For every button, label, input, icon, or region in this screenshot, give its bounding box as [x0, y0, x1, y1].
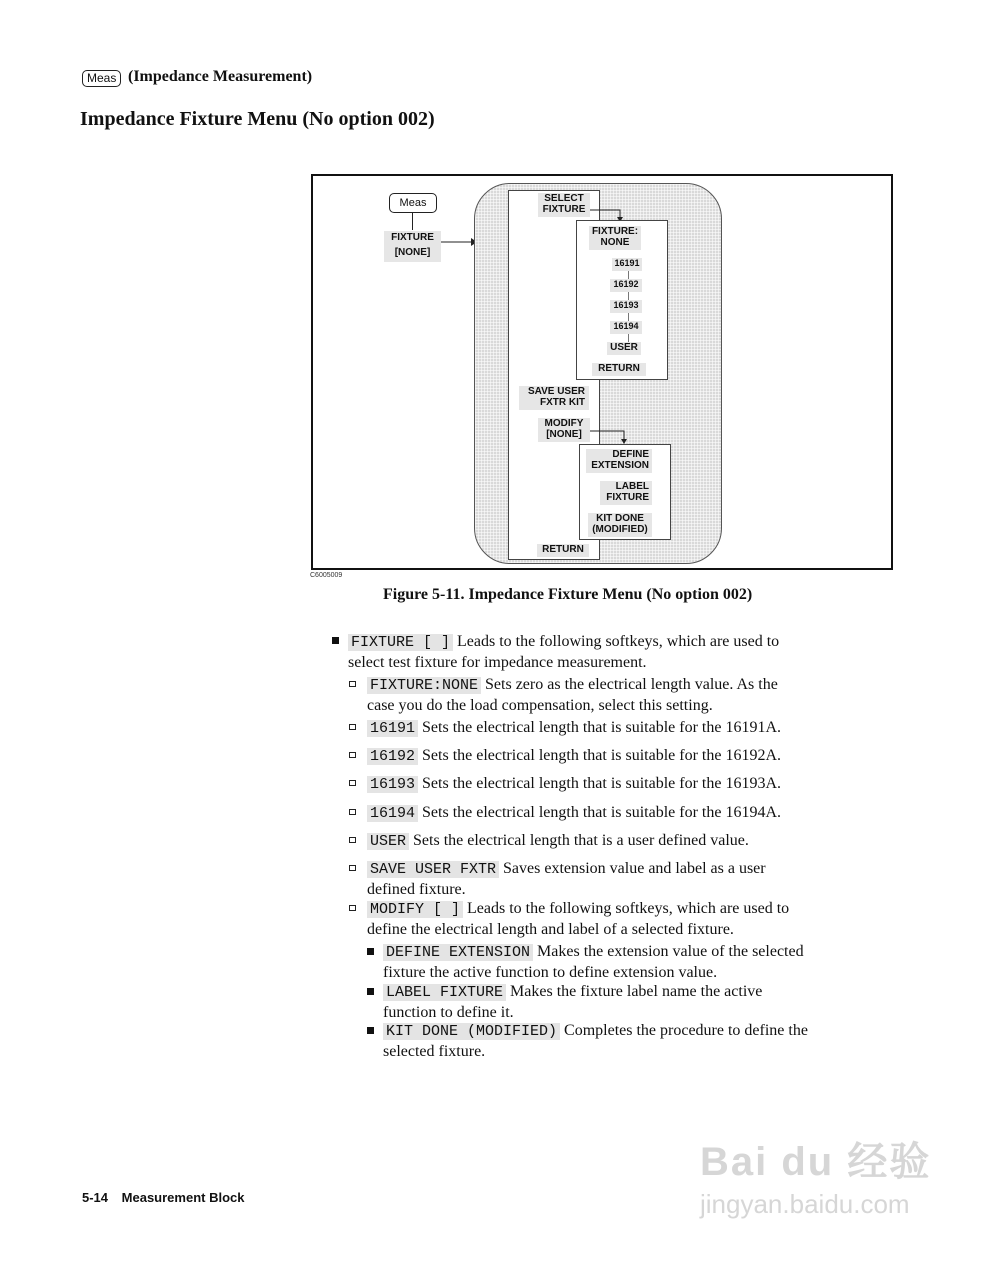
softkey-fixture: FIXTURE [ ] — [348, 634, 453, 651]
footer-section: Measurement Block — [121, 1190, 245, 1205]
diagram-fixture-key — [384, 231, 441, 262]
page-number: 5-14 — [82, 1190, 109, 1205]
text-16192: Sets the electrical length that is suitable for the 16192A. — [422, 747, 782, 764]
text-modify-l1: Leads to the following softkeys, which are used to — [467, 900, 790, 917]
key-16192: 16192 — [610, 279, 642, 292]
softkey-16191: 16191 — [367, 720, 418, 737]
fixture-none-key — [589, 226, 641, 250]
select-l1: SELECT — [544, 193, 584, 204]
open-bullet-icon — [349, 837, 356, 843]
key-16194: 16194 — [610, 321, 642, 334]
label-l2: FIXTURE — [606, 492, 649, 503]
softkey-modify: MODIFY [ ] — [367, 901, 463, 918]
section-heading: (Impedance Measurement) — [128, 68, 313, 85]
open-bullet-icon — [349, 905, 356, 911]
define-l1: DEFINE — [612, 449, 649, 460]
filled-bullet-icon — [367, 948, 374, 955]
open-bullet-icon — [349, 809, 356, 815]
page-title: Impedance Fixture Menu (No option 002) — [80, 108, 435, 130]
text-none-l1: Sets zero as the electrical length value. As the — [485, 676, 778, 693]
kit-l2: (MODIFIED) — [592, 524, 648, 535]
text-fixture-l2: select test fixture for impedance measurement. — [348, 654, 647, 671]
text-define-l2: fixture the active function to define extension value. — [383, 964, 718, 981]
diagram-meas-label: Meas — [399, 197, 427, 209]
text-define-l1: Makes the extension value of the selected — [537, 943, 804, 960]
list-item-16191 — [349, 718, 879, 739]
softkey-kitdone: KIT DONE (MODIFIED) — [383, 1023, 560, 1040]
open-bullet-icon — [349, 780, 356, 786]
list-item-label — [367, 982, 879, 1023]
diagram-fixture-l2: [NONE] — [394, 247, 431, 258]
softkey-16194: 16194 — [367, 805, 418, 822]
list-item-save — [349, 859, 879, 900]
softkey-16192: 16192 — [367, 748, 418, 765]
filled-bullet-icon — [367, 988, 374, 995]
modify-arrow — [590, 426, 630, 446]
text-kitdone-l1: Completes the procedure to define the — [564, 1022, 808, 1039]
filled-bullet-icon — [332, 637, 339, 644]
softkey-save: SAVE USER FXTR — [367, 861, 499, 878]
key-16191: 16191 — [612, 258, 642, 271]
text-16191: Sets the electrical length that is suitable for the 16191A. — [422, 719, 782, 736]
watermark-brand: Bai du 经验 — [700, 1140, 932, 1184]
key-user: USER — [607, 342, 641, 355]
select-l2: FIXTURE — [542, 204, 586, 215]
baidu-watermark — [700, 1130, 931, 1220]
text-save-l1: Saves extension value and label as a user — [503, 860, 766, 877]
list-item-modify — [349, 899, 879, 940]
diagram-meas-key — [389, 193, 437, 213]
softkey-16193: 16193 — [367, 776, 418, 793]
list-item-16192 — [349, 746, 879, 767]
fixture-arrow — [441, 236, 477, 248]
label-l1: LABEL — [615, 481, 649, 492]
kit-done-key — [588, 513, 652, 537]
text-label-l2: function to define it. — [383, 1004, 514, 1021]
list-item-16193 — [349, 774, 879, 795]
define-l2: EXTENSION — [591, 460, 649, 471]
save-l1: SAVE USER — [527, 386, 585, 397]
watermark-url: jingyan.baidu.com — [700, 1189, 910, 1219]
text-16193: Sets the electrical length that is suitable for the 16193A. — [422, 775, 782, 792]
define-extension-key — [586, 449, 652, 473]
list-item-fixture — [332, 632, 872, 673]
figure-caption: Figure 5-11. Impedance Fixture Menu (No option 002) — [383, 586, 753, 603]
select-fixture-key — [538, 193, 590, 217]
filled-bullet-icon — [367, 1027, 374, 1034]
text-16194: Sets the electrical length that is suitable for the 16194A. — [422, 804, 782, 821]
list-item-user — [349, 831, 879, 852]
fixture-none-l2: NONE — [600, 237, 630, 248]
page-footer — [82, 1190, 244, 1205]
text-modify-l2: define the electrical length and label of a selected fixture. — [367, 921, 734, 938]
list-item-define — [367, 942, 879, 983]
text-save-l2: defined fixture. — [367, 881, 466, 898]
figure-id: C6005009 — [310, 572, 343, 579]
text-kitdone-l2: selected fixture. — [383, 1043, 486, 1060]
softkey-label: LABEL FIXTURE — [383, 984, 506, 1001]
meas-key-label: Meas — [82, 70, 121, 87]
kit-l1: KIT DONE — [596, 513, 644, 524]
main-return-key: RETURN — [537, 544, 589, 557]
softkey-user: USER — [367, 833, 409, 850]
text-none-l2: case you do the load compensation, select this setting. — [367, 697, 713, 714]
text-user: Sets the electrical length that is a user defined value. — [413, 832, 749, 849]
open-bullet-icon — [349, 865, 356, 871]
softkey-none: FIXTURE:NONE — [367, 677, 481, 694]
meas-connector — [412, 213, 413, 230]
key-16193: 16193 — [610, 300, 642, 313]
list-item-none — [349, 675, 879, 716]
modify-l1: MODIFY — [544, 418, 584, 429]
diagram-fixture-l1: FIXTURE — [391, 232, 434, 243]
save-l2: FXTR KIT — [540, 397, 585, 408]
list-item-kitdone — [367, 1021, 879, 1062]
modify-key — [538, 418, 590, 442]
label-fixture-key — [600, 481, 652, 505]
fixture-none-l1: FIXTURE: — [591, 226, 639, 237]
open-bullet-icon — [349, 724, 356, 730]
text-fixture-l1: Leads to the following softkeys, which are used to — [457, 633, 780, 650]
softkey-define: DEFINE EXTENSION — [383, 944, 533, 961]
list-item-16194 — [349, 803, 879, 824]
open-bullet-icon — [349, 681, 356, 687]
text-label-l1: Makes the fixture label name the active — [510, 983, 763, 1000]
open-bullet-icon — [349, 752, 356, 758]
fixture-return-key: RETURN — [592, 363, 646, 376]
modify-l2: [NONE] — [546, 429, 582, 440]
save-user-fxtr-key — [519, 386, 589, 410]
